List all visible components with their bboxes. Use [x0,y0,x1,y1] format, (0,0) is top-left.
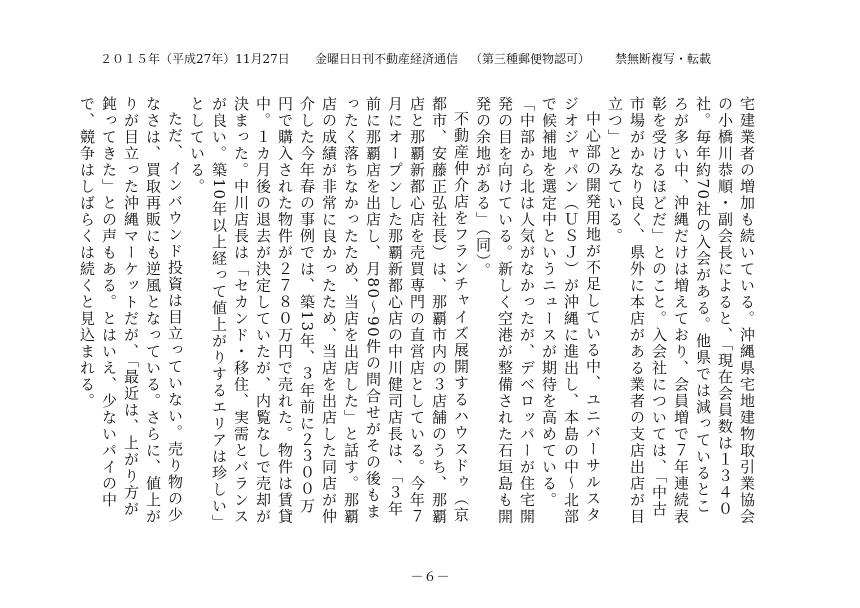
page-header [100,50,800,70]
paragraph: 中心部の開発用地が不足している中、ユニバーサルスタジオジャパン（ＵＳＪ）が沖縄に進出し、本島の中～北部で候補地を選定中というニュースが期待を高めている。「中部から北は人気がなかったが、デベロッパーが住宅開発の目を向けている。新しく空港が整備された石垣島も開発の余地がある」（同）。 [474,96,602,525]
paragraph: 不動産仲介店をフランチャイズ展開するハウスドゥ（京都市、安藤正弘社長）は、那覇市内の３店舗のうち、那覇店と那覇新都心店を売買専門の直営店としている。今年７月にオープンした那覇新都心店の中川健司店長は、「３年前に那覇店を出店し、月80～90件の問合せがその後もまったく落ちなかったため、当店を出店した」と話す。那覇店の成績が非常に良かったため、当店を出店した同店が仲介した今年春の事例では、築13年、３年前に２３００万円で購入された物件が２７８０万円で売れた。物件は賃貸中。１カ月後の退去が決定していたが、内覧なしで売却が決まった。中川店長は「セカンド・移住、実需とバランスが良い。築10年以上経って値上がりするエリアは珍しい」としている。 [188,96,470,525]
header-publication: 日刊不動産経済通信 [350,52,459,66]
article-body [52,96,758,526]
header-copyright: 禁無断複写・転載 [615,52,712,66]
paragraph: 宅建業者の増加も続いている。沖縄県宅地建物取引業協会の小橋川恭順・副会長によると、「現在会員数は１３４０社。毎年約70社の入会がある。他県では減っているところが多い中、沖縄だけは増えており、会員増で７年連続表彰を受けるほどだ」とのこと。入会社については、「中古市場がかなり良く、県外に本店がある業者の支店出店が目立つ」とみている。 [606,96,756,525]
paragraph: ただ、インバウンド投資は目立っていない。売り物の少なさは、買取再販にも逆風となっている。さらに、値上がりが目立った沖縄マーケットだが、「最近は、上がり方が鈍ってきた」との声もある。とはいえ、少ないパイの中で、競争はしばらくは続くと見込まれる。 [78,96,184,525]
header-date: ２０１５年（平成27年）11月27日 [100,52,290,66]
header-weekday: 金曜日 [315,52,352,66]
page-number: －６－ [410,570,450,585]
header-permit: （第三種郵便物認可） [470,52,591,66]
